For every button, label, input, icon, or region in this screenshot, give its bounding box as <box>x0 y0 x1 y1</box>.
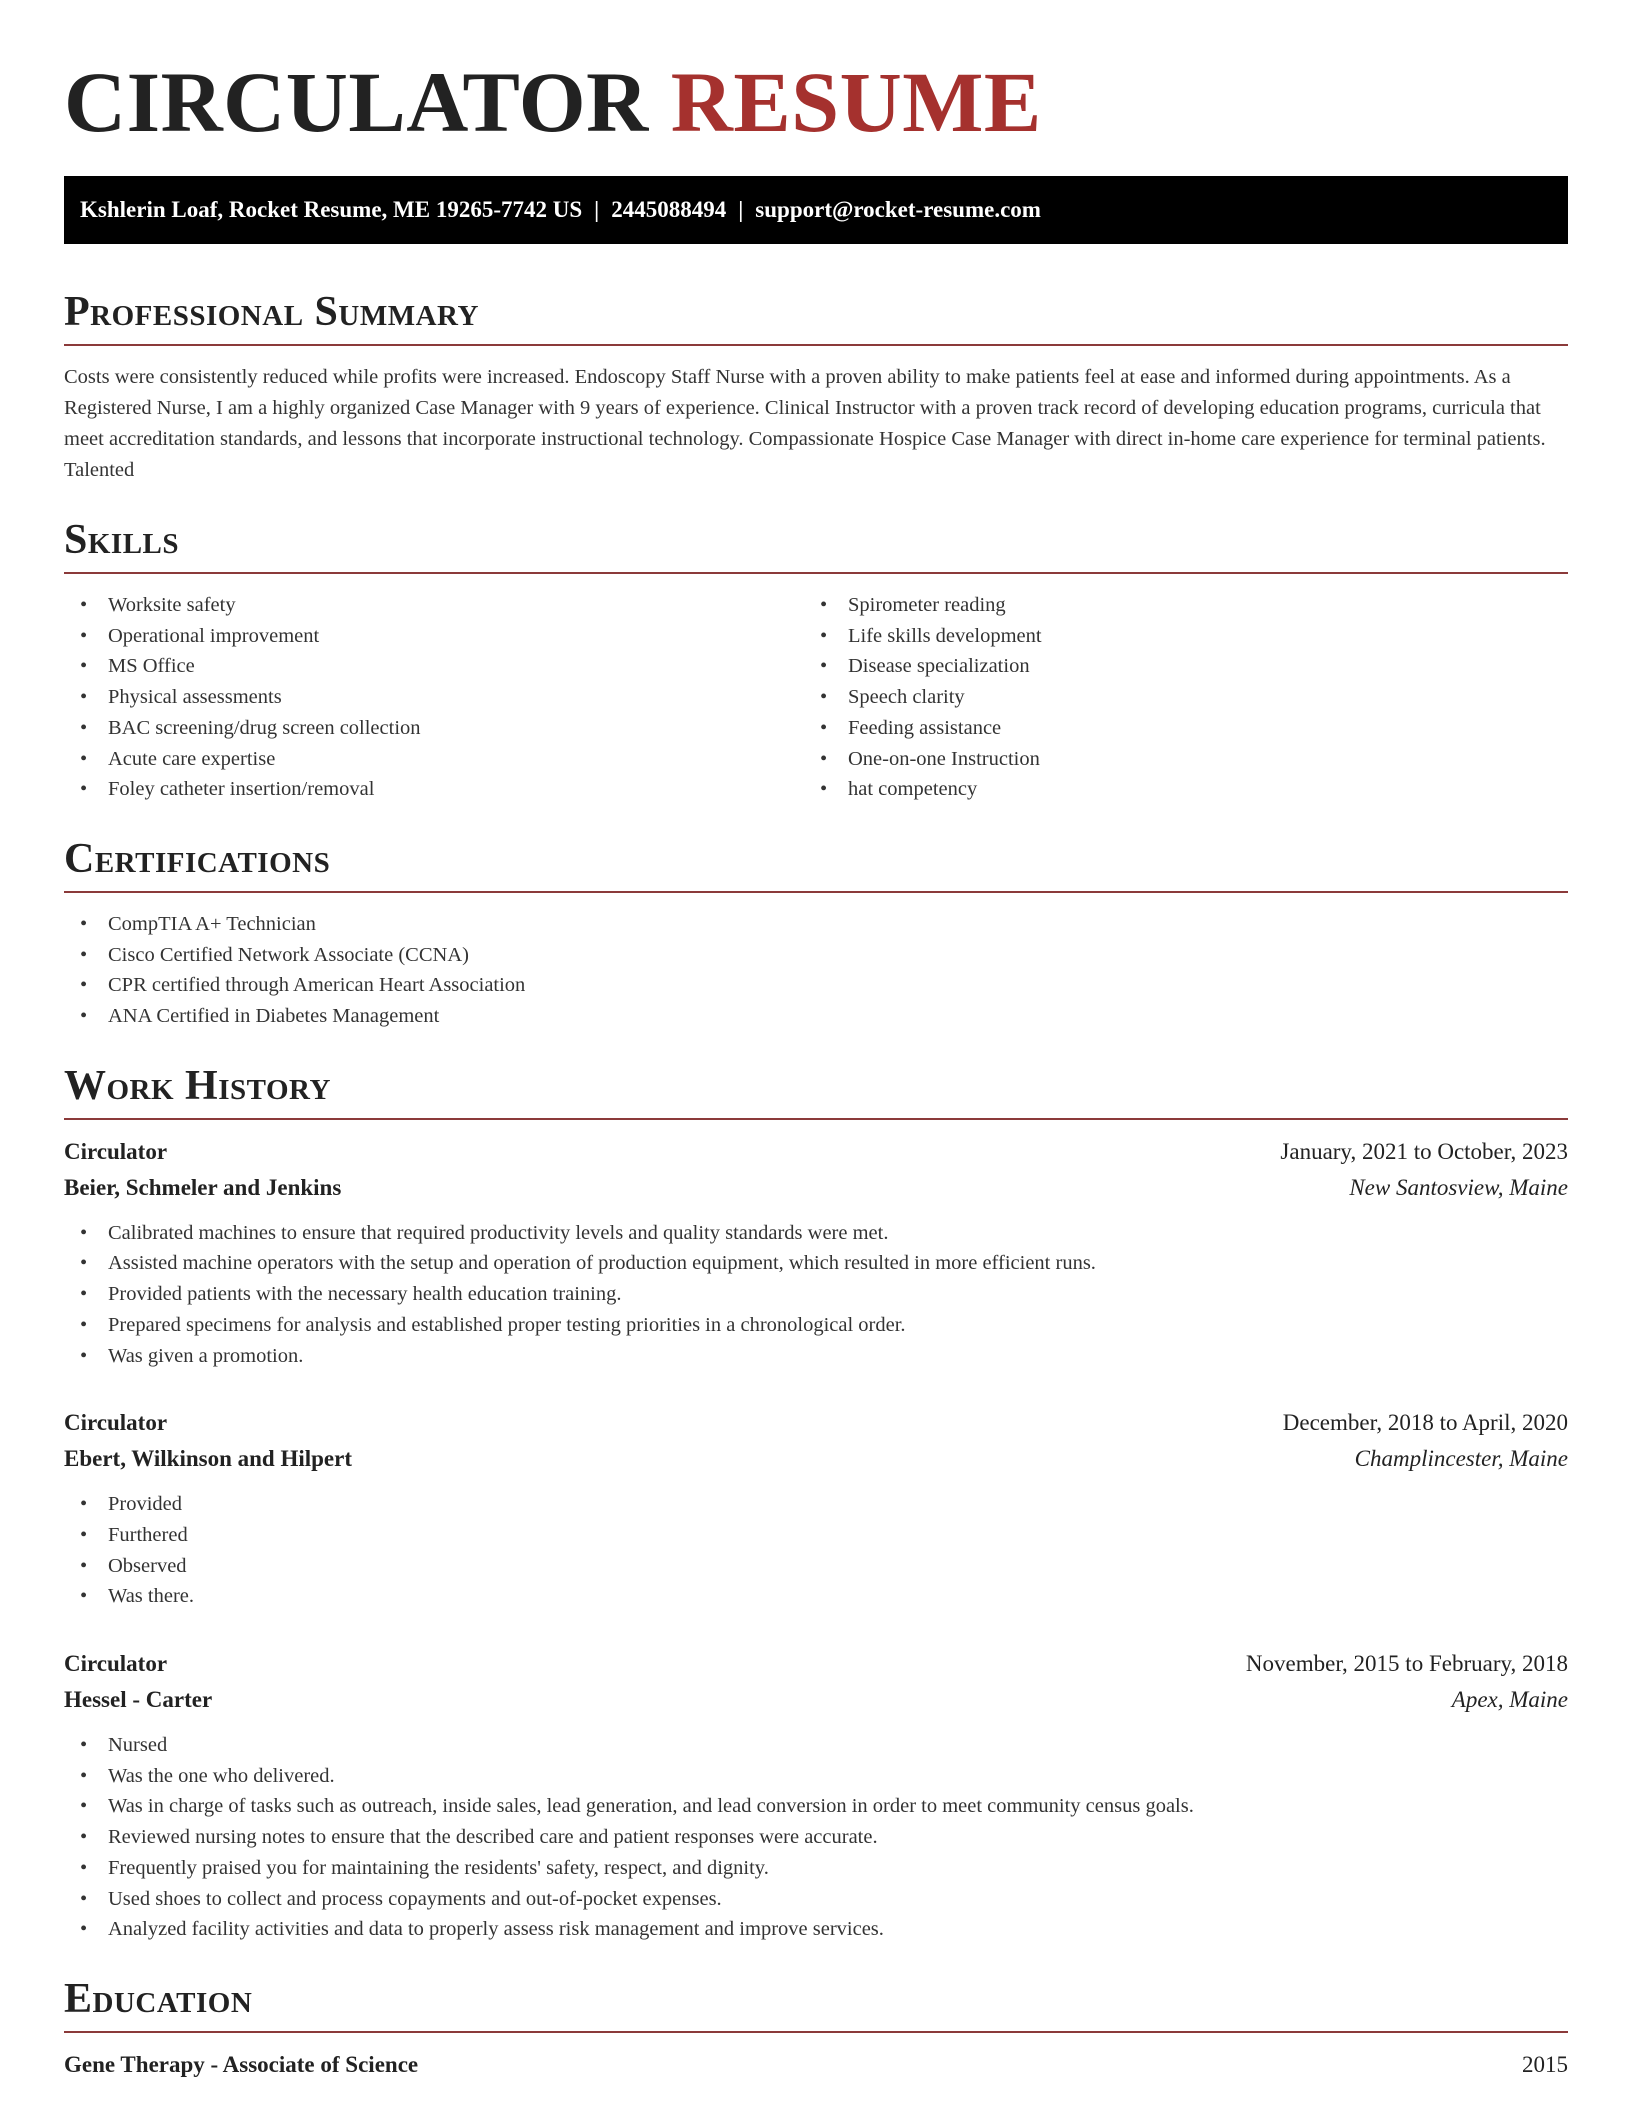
skill-item: • Speech clarity <box>804 682 1544 713</box>
skill-item: • Physical assessments <box>64 682 804 713</box>
job-dates: December, 2018 to April, 2020 <box>1282 1410 1568 1436</box>
job-entry <box>64 1405 1568 1612</box>
job-bullets <box>64 1730 1568 1945</box>
job-company: Ebert, Wilkinson and Hilpert <box>64 1446 352 1472</box>
job-bullet: • Used shoes to collect and process copayments and out-of-pocket expenses. <box>64 1884 1568 1915</box>
education-heading: Education <box>64 1975 253 2022</box>
skill-item: • One-on-one Instruction <box>804 744 1544 775</box>
job-bullet: • Provided <box>64 1489 1568 1520</box>
contact-separator: | <box>738 197 744 222</box>
job-dates: January, 2021 to October, 2023 <box>1280 1138 1568 1164</box>
job-bullets <box>64 1489 1568 1612</box>
summary-heading: Professional Summary <box>64 289 479 335</box>
work-history-heading: Work History <box>64 1062 331 1109</box>
skill-item: • MS Office <box>64 651 804 682</box>
certification-item: • CPR certified through American Heart Association <box>64 970 1568 1001</box>
certifications-section <box>64 833 1568 1032</box>
job-bullet: • Analyzed facility activities and data to properly assess risk management and improve services. <box>64 1914 1568 1945</box>
skill-item: • hat competency <box>804 774 1544 805</box>
section-divider <box>64 344 1568 346</box>
skills-columns <box>64 590 1568 805</box>
job-bullet: • Provided patients with the necessary health education training. <box>64 1279 1568 1310</box>
skill-item: • Acute care expertise <box>64 744 804 775</box>
job-location: Champlincester, Maine <box>1354 1446 1568 1472</box>
job-bullet: • Reviewed nursing notes to ensure that the described care and patient responses were accurate. <box>64 1822 1568 1853</box>
education-degree: Gene Therapy - Associate of Science <box>64 2051 419 2077</box>
job-location: New Santosview, Maine <box>1349 1174 1568 1200</box>
title-word-resume: RESUME <box>670 54 1042 150</box>
certification-item: • Cisco Certified Network Associate (CCNA) <box>64 940 1568 971</box>
job-dates: November, 2015 to February, 2018 <box>1245 1651 1568 1677</box>
skills-list-left <box>64 590 804 805</box>
contact-address: Kshlerin Loaf, Rocket Resume, ME 19265-7742 US <box>80 197 583 222</box>
job-bullet: • Was the one who delivered. <box>64 1761 1568 1792</box>
education-entry <box>64 2047 1568 2083</box>
job-bullet: • Observed <box>64 1551 1568 1582</box>
summary-section <box>64 286 1568 486</box>
job-bullet: • Was in charge of tasks such as outreach, inside sales, lead generation, and lead conversion in order to meet community census goals. <box>64 1791 1568 1822</box>
skills-list-right <box>804 590 1544 805</box>
skill-item: • Disease specialization <box>804 651 1544 682</box>
skill-item: • Life skills development <box>804 621 1544 652</box>
skills-section <box>64 514 1568 805</box>
job-header-row <box>64 1134 1568 1170</box>
resume-page <box>64 0 1568 2083</box>
section-divider <box>64 891 1568 893</box>
job-entry <box>64 1134 1568 1372</box>
section-divider <box>64 572 1568 574</box>
skill-item: • BAC screening/drug screen collection <box>64 713 804 744</box>
job-title: Circulator <box>64 1651 168 1677</box>
skill-item: • Spirometer reading <box>804 590 1544 621</box>
job-header-row <box>64 1405 1568 1441</box>
skills-heading: Skills <box>64 517 180 563</box>
resume-title <box>64 0 1568 152</box>
section-divider <box>64 2031 1568 2033</box>
job-location: Apex, Maine <box>1451 1687 1568 1713</box>
skill-item: • Worksite safety <box>64 590 804 621</box>
contact-phone: 2445088494 <box>611 197 727 222</box>
job-company-row <box>64 1682 1568 1718</box>
job-header-row <box>64 1646 1568 1682</box>
contact-separator: | <box>594 197 600 222</box>
education-section <box>64 1973 1568 2083</box>
job-entry <box>64 1646 1568 1945</box>
job-bullets <box>64 1218 1568 1372</box>
work-history-section <box>64 1060 1568 1945</box>
job-bullet: • Assisted machine operators with the setup and operation of production equipment, which resulted in more efficient runs. <box>64 1248 1568 1279</box>
section-divider <box>64 1118 1568 1120</box>
skill-item: • Foley catheter insertion/removal <box>64 774 804 805</box>
certification-item: • ANA Certified in Diabetes Management <box>64 1001 1568 1032</box>
summary-text: Costs were consistently reduced while profits were increased. Endoscopy Staff Nurse with a proven ability to make patients feel at ease and informed during appointments. As a Registered Nurse, I am a highly organized Case Manager with 9 years of experience. Clinical Instructor with a proven track record of developing education programs, curricula that meet accreditation standards, and lessons that incorporate instructional technology. Compassionate Hospice Case Manager with direct in-home care experience for terminal patients. Talented <box>64 366 1546 481</box>
job-company-row <box>64 1170 1568 1206</box>
job-bullet: • Furthered <box>64 1520 1568 1551</box>
education-row <box>64 2047 1568 2083</box>
job-company: Beier, Schmeler and Jenkins <box>64 1174 342 1200</box>
certifications-heading: Certifications <box>64 835 331 882</box>
job-bullet: • Nursed <box>64 1730 1568 1761</box>
skill-item: • Feeding assistance <box>804 713 1544 744</box>
job-bullet: • Was there. <box>64 1581 1568 1612</box>
job-title: Circulator <box>64 1138 168 1164</box>
education-year: 2015 <box>1522 2051 1568 2077</box>
job-bullet: • Frequently praised you for maintaining the residents' safety, respect, and dignity. <box>64 1853 1568 1884</box>
certification-item: • CompTIA A+ Technician <box>64 909 1568 940</box>
certifications-list <box>64 909 1568 1032</box>
contact-email: support@rocket-resume.com <box>755 197 1041 222</box>
job-company-row <box>64 1441 1568 1477</box>
title-word-circulator: CIRCULATOR <box>64 54 649 150</box>
job-bullet: • Prepared specimens for analysis and established proper testing priorities in a chronological order. <box>64 1310 1568 1341</box>
job-bullet: • Calibrated machines to ensure that required productivity levels and quality standards were met. <box>64 1218 1568 1249</box>
job-bullet: • Was given a promotion. <box>64 1341 1568 1372</box>
skill-item: • Operational improvement <box>64 621 804 652</box>
contact-bar <box>64 176 1568 244</box>
job-company: Hessel - Carter <box>64 1687 213 1713</box>
job-title: Circulator <box>64 1410 168 1436</box>
